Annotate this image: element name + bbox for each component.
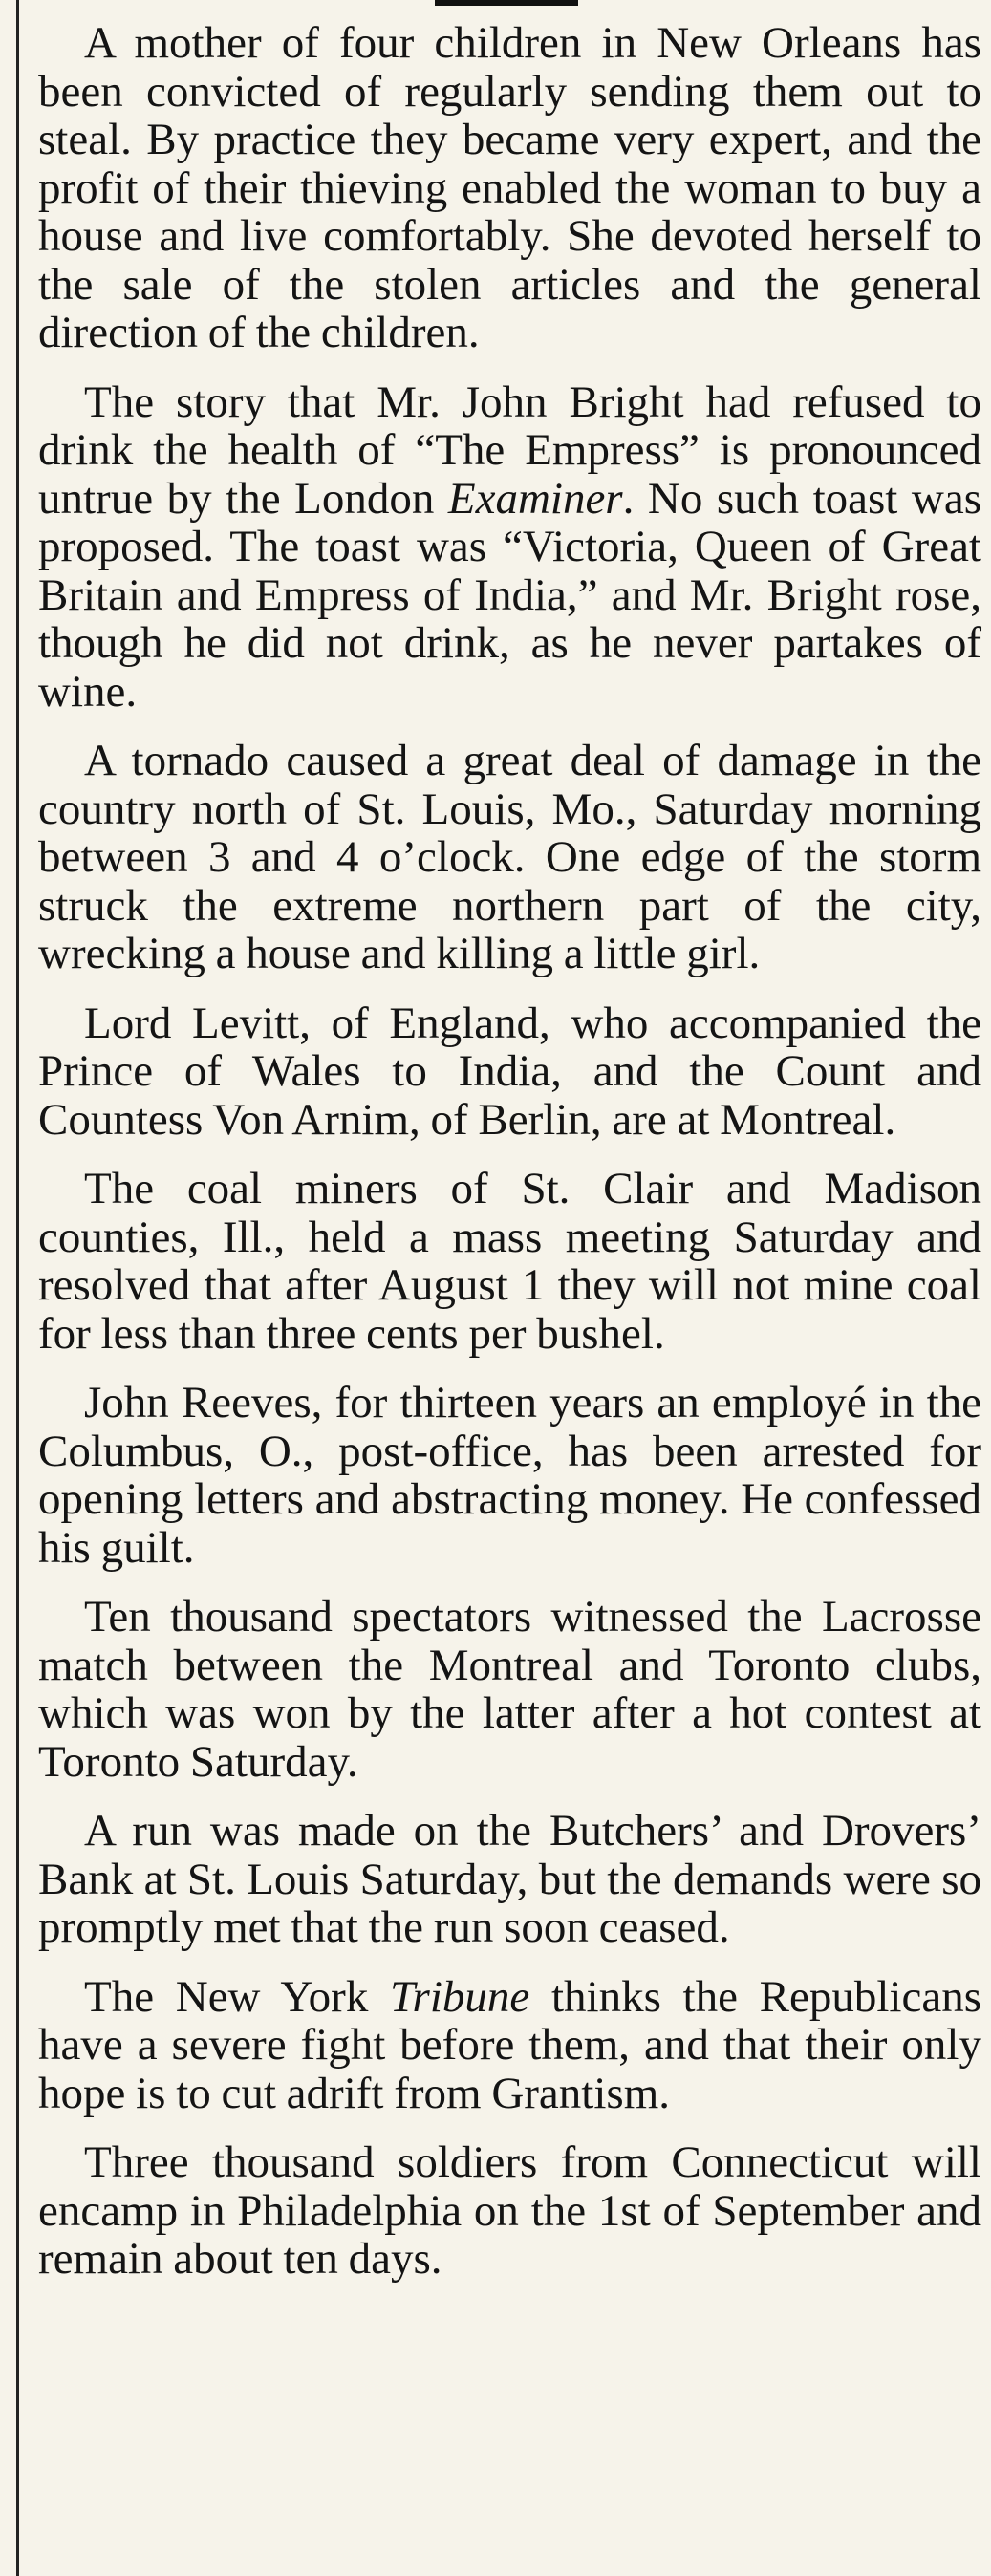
news-item-new-orleans-thieves: A mother of four children in New Orleans has been convicted of regularly sending them out to steal. By practice they became very expert, and the profit of their thieving enabled the woman to buy a house and live comfortably. She devoted herself to the sale of the stolen articles and the general direction of the children. xyxy=(38,18,981,357)
news-item-john-bright-toast: The story that Mr. John Bright had refused to drink the health of “The Empress” is pronounced untrue by the London Examiner. No such toast was proposed. The toast was “Victoria, Queen of Great Britain and Empress of India,” and Mr. Bright rose, though he did not drink, as he never partakes of wine. xyxy=(38,376,981,717)
publication-name: Examiner xyxy=(447,473,623,524)
news-item-coal-miners: The coal miners of St. Clair and Madison counties, Ill., held a mass meeting Saturday and resolved that after August 1 they will not mine coal for less than three cents per bushel. xyxy=(38,1164,981,1359)
news-item-connecticut-soldiers: Three thousand soldiers from Connecticut will encamp in Philadelphia on the 1st of September and remain about ten days. xyxy=(38,2137,981,2284)
news-column xyxy=(38,19,981,2305)
news-item-bank-run: A run was made on the Butchers’ and Drovers’ Bank at St. Louis Saturday, but the demands were so promptly met that the run soon ceased. xyxy=(38,1806,981,1952)
news-item-lacrosse-match: Ten thousand spectators witnessed the Lacrosse match between the Montreal and Toronto clubs, which was won by the latter after a hot contest at Toronto Saturday. xyxy=(38,1592,981,1787)
column-top-rule xyxy=(435,0,578,6)
news-item-lord-levitt: Lord Levitt, of England, who accompanied the Prince of Wales to India, and the Count and Countess Von Arnim, of Berlin, are at Montreal. xyxy=(38,998,981,1145)
news-item-tribune-republicans: The New York Tribune thinks the Republicans have a severe fight before them, and that their only hope is to cut adrift from Grantism. xyxy=(38,1971,981,2118)
news-item-st-louis-tornado: A tornado caused a great deal of damage in the country north of St. Louis, Mo., Saturday morning between 3 and 4 o’clock. One edge of the storm struck the extreme northern part of the city, wrecking a house and killing a little girl. xyxy=(38,736,981,978)
column-left-rule xyxy=(16,0,19,2576)
publication-name: Tribune xyxy=(390,1971,530,2022)
news-item-john-reeves: John Reeves, for thirteen years an employé in the Columbus, O., post-office, has been arrested for opening letters and abstracting money. He confessed his guilt. xyxy=(38,1378,981,1573)
